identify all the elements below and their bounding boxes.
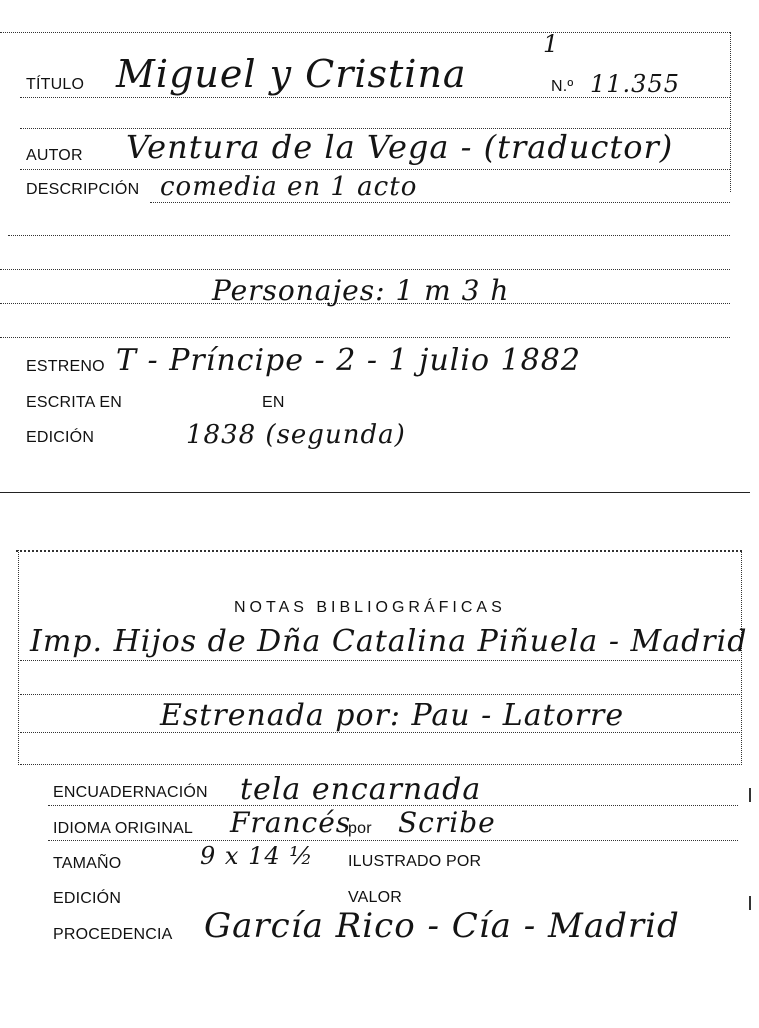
estreno-value: T - Príncipe - 2 - 1 julio 1882 — [116, 343, 581, 378]
notas-line-1: Imp. Hijos de Dña Catalina Piñuela - Madrid — [30, 624, 748, 659]
page-mark: 1 — [543, 30, 560, 58]
encuadernacion-label: ENCUADERNACIÓN — [53, 784, 208, 801]
escrita-en-label: ESCRITA EN — [26, 394, 122, 411]
autor-line — [20, 169, 730, 170]
idioma-por-value: Scribe — [398, 806, 496, 839]
titulo-line — [20, 97, 730, 98]
numero-label: N.º — [551, 78, 574, 95]
idioma-label: IDIOMA ORIGINAL — [53, 820, 193, 837]
idioma-line — [48, 840, 738, 841]
descripcion-value: comedia en 1 acto — [160, 172, 418, 202]
blank-line-4 — [0, 303, 730, 304]
card-separator — [0, 492, 750, 493]
personajes-note: Personajes: 1 m 3 h — [212, 274, 510, 307]
edicion-label: EDICIÓN — [26, 429, 95, 446]
card2-left-edge — [18, 550, 19, 765]
encuadernacion-value: tela encarnada — [240, 772, 482, 807]
idioma-value: Francés — [230, 806, 352, 839]
descripcion-label: DESCRIPCIÓN — [26, 181, 140, 198]
notas-line-2: Estrenada por: Pau - Latorre — [160, 698, 625, 733]
right-tick-2 — [749, 896, 751, 910]
procedencia-label: PROCEDENCIA — [53, 926, 173, 943]
procedencia-value: García Rico - Cía - Madrid — [204, 906, 680, 946]
card-top-border — [0, 32, 730, 33]
right-tick-1 — [749, 788, 751, 802]
autor-label: AUTOR — [26, 147, 83, 164]
edicion2-label: EDICIÓN — [53, 890, 122, 907]
notas-title: NOTAS BIBLIOGRÁFICAS — [234, 599, 506, 616]
notas-rule-3 — [20, 732, 740, 733]
estreno-label: ESTRENO — [26, 358, 105, 375]
card2-top-border — [16, 550, 742, 552]
encuadernacion-line — [48, 805, 738, 806]
numero-value: 11.355 — [590, 70, 680, 98]
idioma-por-label: por — [348, 820, 372, 837]
blank-line-3 — [0, 269, 730, 270]
notas-rule-1 — [20, 660, 740, 661]
autor-value: Ventura de la Vega - (traductor) — [126, 128, 674, 166]
titulo-value: Miguel y Cristina — [116, 52, 467, 96]
edicion-value: 1838 (segunda) — [186, 420, 406, 450]
card-right-edge — [730, 32, 731, 192]
valor-label: VALOR — [348, 889, 403, 906]
ilustrado-por-label: ILUSTRADO POR — [348, 853, 482, 870]
blank-line-5 — [0, 337, 730, 338]
blank-line-2 — [8, 235, 730, 236]
tamano-label: TAMAÑO — [53, 855, 122, 872]
escrita-en-en-label: EN — [262, 394, 285, 411]
notas-rule-2 — [20, 694, 740, 695]
descripcion-line — [150, 202, 730, 203]
notas-rule-4 — [20, 764, 740, 765]
titulo-label: TÍTULO — [26, 76, 85, 93]
tamano-value: 9 x 14 ½ — [200, 842, 314, 870]
